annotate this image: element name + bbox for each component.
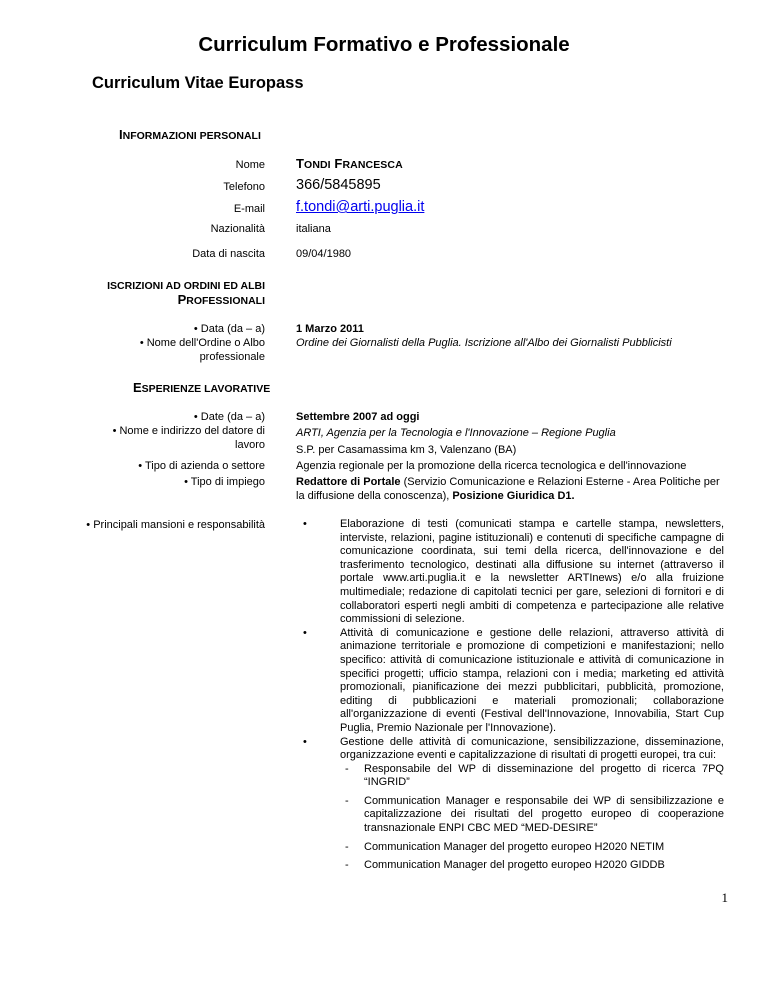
registration-date-value: 1 Marzo 2011: [296, 323, 364, 335]
order-name-label: • Nome dell'Ordine o Albo professionale: [139, 337, 265, 363]
birth-date-value: 09/04/1980: [296, 248, 352, 260]
job-type-value: Redattore di Portale (Servizio Comunicazione e Relazioni Esterne - Area Politiche per la diffusione della conoscenza), Posizione Giuridica D1.: [296, 476, 720, 502]
employer-label: • Nome e indirizzo del datore di lavoro: [112, 425, 265, 451]
phone-value: 366/5845895: [296, 177, 381, 193]
email-value[interactable]: [296, 200, 424, 214]
order-name-value: Ordine dei Giornalisti della Puglia. Iscrizione all'Albo dei Giornalisti Pubblicisti: [296, 337, 672, 349]
registration-date-label: • Data (da – a): [193, 323, 265, 335]
company-type-value: Agenzia regionale per la promozione della ricerca tecnologica e dell'innovazione: [296, 460, 687, 472]
email-label: E-mail: [233, 203, 265, 215]
list-item: • Elaborazione di testi (comunicati stampa e cartelle stampa, newsletters, interviste, relazioni, pagine istituzionali) e contenuti di specifiche campagne di comunicazione coordinata, sui temi della ricerca, dell'innovazione e del trasferimento tecnologico, destinati alla diffusione su internet (attraverso il portale www.arti.puglia.it e la newsletter ARTInews) e/o alla fruizione multimediale; redazione di capitolati tecnici per gare, selezioni di fornitori e di collaboratori esperti negli ambiti di competenza e partecipazione alle relative commissioni di selezione.: [303, 518, 724, 626]
dates-value: Settembre 2007 ad oggi: [296, 411, 420, 423]
nationality-value: italiana: [296, 223, 331, 235]
dates-label: • Date (da – a): [193, 411, 265, 423]
company-type-label: • Tipo di azienda o settore: [138, 460, 265, 472]
list-item: • Gestione delle attività di comunicazione, sensibilizzazione, disseminazione, organizzazione eventi e capitalizzazione di risultati di progetti europei, tra cui: - Responsabile del WP di disseminazione del progetto di ricerca 7PQ “INGRID” - Communication Manager e responsabile dei WP di sensibilizzazione e capitalizzazione dei risultati del progetto europeo di cooperazione transnazionale ENPI CBC MED “MED-DESIRE” - Communication Manager del progetto europeo H2020 NETIM - Communication Manager del progetto europeo H2020 GIDDB: [296, 736, 724, 878]
document-title: Curriculum Formativo e Professionale: [198, 33, 570, 56]
page-number: 1: [721, 890, 728, 905]
employer-address: S.P. per Casamassima km 3, Valenzano (BA): [296, 444, 517, 456]
registrations-heading: ISCRIZIONI AD ORDINI ED ALBI PROFESSIONALI: [107, 280, 265, 307]
name-label: Nome: [235, 159, 265, 171]
sub-duties-list: [340, 763, 724, 878]
personal-info-heading: INFORMAZIONI PERSONALI: [119, 127, 261, 142]
list-item: - Communication Manager e responsabile dei WP di sensibilizzazione e capitalizzazione dei risultati del progetto europeo di cooperazione transnazionale ENPI CBC MED “MED-DESIRE”: [345, 794, 724, 835]
full-name: TONDI FRANCESCA: [296, 156, 403, 171]
duties-list: [296, 518, 724, 878]
duties-label: • Principali mansioni e responsabilità: [86, 519, 265, 531]
nationality-label: Nazionalità: [210, 223, 265, 235]
email-link[interactable]: f.tondi@arti.puglia.it: [296, 199, 425, 215]
list-item: - Communication Manager del progetto europeo H2020 NETIM: [345, 840, 665, 853]
list-item: - Communication Manager del progetto europeo H2020 GIDDB: [345, 859, 665, 872]
list-item: - Responsabile del WP di disseminazione del progetto di ricerca 7PQ “INGRID”: [345, 762, 724, 789]
birth-date-label: Data di nascita: [192, 248, 265, 260]
cv-title: Curriculum Vitae Europass: [92, 74, 304, 92]
experience-heading: ESPERIENZE LAVORATIVE: [133, 380, 271, 395]
phone-label: Telefono: [223, 181, 265, 193]
employer-name: ARTI, Agenzia per la Tecnologia e l'Innovazione – Regione Puglia: [296, 427, 616, 439]
job-type-label: • Tipo di impiego: [184, 476, 265, 488]
list-item: • Attività di comunicazione e gestione delle relazioni, attraverso attività di animazione territoriale e promozione di competizioni e manifestazioni; nello specifico: attività di comunicazione istituzionale e attività di comunicazione in specifici progetti; ufficio stampa, relazioni con i media; marketing ed attività promozionali, pianificazione dei mezzi pubblicitari, pubblicità, promozione, editing di pubblicazioni e materiali promozionali; collaborazione all'organizzazione di eventi (Festival dell'Innovazione, Innovabilia, Start Cup Puglia, Premio Nazionale per l'Innovazione).: [303, 626, 724, 734]
